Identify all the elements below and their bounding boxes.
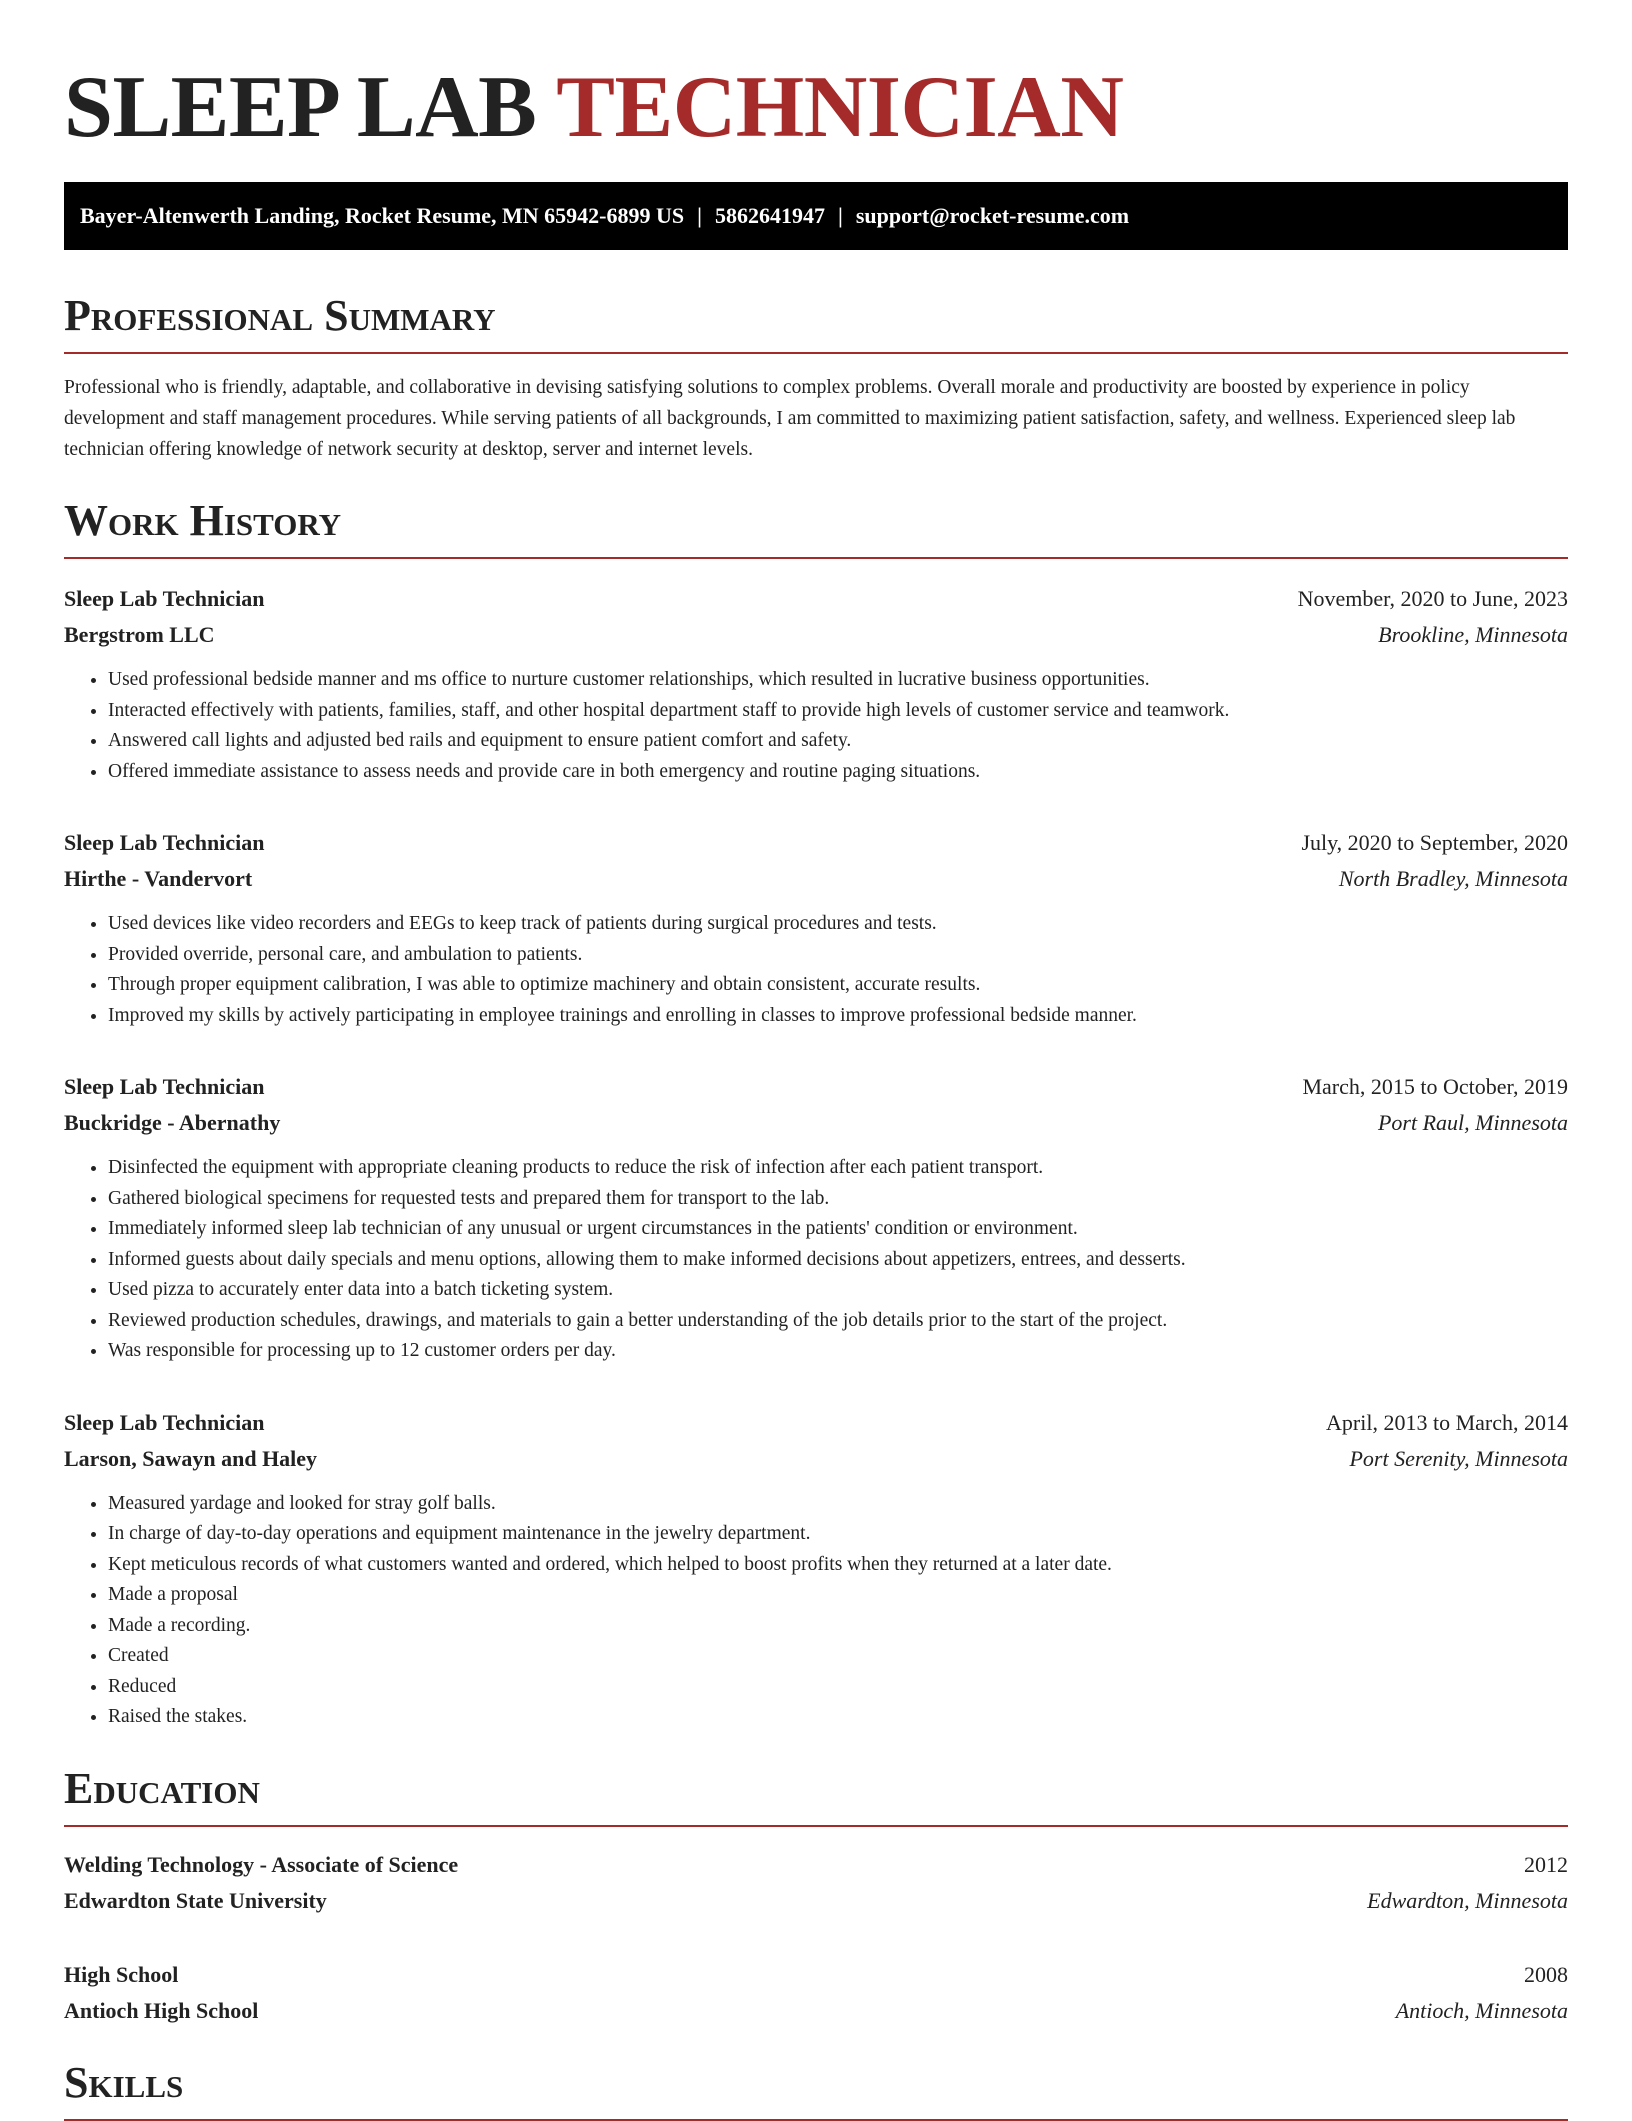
job-bullet: • Immediately informed sleep lab technician of any unusual or urgent circumstances in the patients' condition or environment. bbox=[108, 1214, 1568, 1245]
job-bullets bbox=[64, 1489, 1568, 1733]
job-location: Port Raul, Minnesota bbox=[1377, 1110, 1568, 1135]
education-year: 2008 bbox=[1524, 1961, 1568, 1987]
job-bullet: • Measured yardage and looked for stray golf balls. bbox=[108, 1489, 1568, 1520]
job-location: Brookline, Minnesota bbox=[1378, 622, 1568, 647]
education-school: Antioch High School bbox=[64, 1997, 259, 2023]
job-bullets bbox=[64, 1153, 1568, 1367]
job-bullet: • Was responsible for processing up to 12 customer orders per day. bbox=[108, 1336, 1568, 1367]
job-bullet: • Provided override, personal care, and ambulation to patients. bbox=[108, 940, 1568, 971]
job-bullet: • Kept meticulous records of what customers wanted and ordered, which helped to boost profits when they returned at a later date. bbox=[108, 1550, 1568, 1581]
page-title bbox=[64, 59, 1568, 156]
job-role: Sleep Lab Technician bbox=[64, 1409, 265, 1435]
job-bullets bbox=[64, 665, 1568, 787]
education-degree: High School bbox=[64, 1961, 179, 1987]
job-entry bbox=[64, 1405, 1568, 1733]
job-bullet: • Answered call lights and adjusted bed rails and equipment to ensure patient comfort and safety. bbox=[108, 726, 1568, 757]
job-bullet: • Offered immediate assistance to assess needs and provide care in both emergency and routine paging situations. bbox=[108, 757, 1568, 788]
job-bullet: • Used professional bedside manner and ms office to nurture customer relationships, which resulted in lucrative business opportunities. bbox=[108, 665, 1568, 696]
section-title-work-history: Work History bbox=[64, 499, 1568, 559]
job-role: Sleep Lab Technician bbox=[64, 1074, 265, 1099]
job-location: North Bradley, Minnesota bbox=[1338, 866, 1568, 891]
job-entry bbox=[64, 1069, 1568, 1367]
contact-address: Bayer-Altenwerth Landing, Rocket Resume, MN 65942-6899 US bbox=[80, 203, 685, 228]
job-role: Sleep Lab Technician bbox=[64, 830, 265, 855]
job-bullet: • Raised the stakes. bbox=[108, 1702, 1568, 1733]
job-bullet: • In charge of day-to-day operations and equipment maintenance in the jewelry department. bbox=[108, 1519, 1568, 1550]
contact-phone: 5862641947 bbox=[715, 203, 825, 228]
job-dates: March, 2015 to October, 2019 bbox=[1302, 1074, 1568, 1099]
name-last: TECHNICIAN bbox=[556, 59, 1124, 156]
section-title-summary: Professional Summary bbox=[64, 294, 1568, 354]
education-entry bbox=[64, 1957, 1568, 2029]
education-school: Edwardton State University bbox=[64, 1887, 327, 1913]
job-bullet: • Gathered biological specimens for requested tests and prepared them for transport to the lab. bbox=[108, 1184, 1568, 1215]
job-bullet: • Disinfected the equipment with appropriate cleaning products to reduce the risk of infection after each patient transport. bbox=[108, 1153, 1568, 1184]
education-degree: Welding Technology - Associate of Science bbox=[64, 1851, 459, 1877]
job-bullet: • Reduced bbox=[108, 1672, 1568, 1703]
section-title-skills: Skills bbox=[64, 2061, 1568, 2121]
education-year: 2012 bbox=[1524, 1851, 1568, 1877]
contact-separator: | bbox=[697, 203, 702, 228]
job-bullet: • Used pizza to accurately enter data into a batch ticketing system. bbox=[108, 1275, 1568, 1306]
job-dates: July, 2020 to September, 2020 bbox=[1301, 830, 1568, 855]
job-bullets bbox=[64, 909, 1568, 1031]
job-location: Port Serenity, Minnesota bbox=[1349, 1445, 1568, 1471]
job-bullet: • Informed guests about daily specials and menu options, allowing them to make informed decisions about appetizers, entrees, and desserts. bbox=[108, 1245, 1568, 1276]
section-title-education: Education bbox=[64, 1767, 1568, 1827]
job-bullet: • Reviewed production schedules, drawings, and materials to gain a better understanding of the job details prior to the start of the project. bbox=[108, 1306, 1568, 1337]
contact-email: support@rocket-resume.com bbox=[855, 203, 1130, 228]
education-location: Edwardton, Minnesota bbox=[1367, 1887, 1568, 1913]
job-bullet: • Made a recording. bbox=[108, 1611, 1568, 1642]
job-dates: November, 2020 to June, 2023 bbox=[1297, 586, 1568, 611]
job-entry bbox=[64, 825, 1568, 1031]
summary-text: Professional who is friendly, adaptable, and collaborative in devising satisfying solutions to complex problems. Overall morale and productivity are boosted by experience in policy development and staff management procedures. While serving patients of all backgrounds, I am committed to maximizing patient satisfaction, safety, and wellness. Experienced sleep lab technician offering knowledge of network security at desktop, server and internet levels. bbox=[64, 377, 1516, 460]
job-company: Hirthe - Vandervort bbox=[64, 866, 253, 891]
job-bullet: • Used devices like video recorders and EEGs to keep track of patients during surgical procedures and tests. bbox=[108, 909, 1568, 940]
contact-separator: | bbox=[838, 203, 843, 228]
education-entry bbox=[64, 1847, 1568, 1919]
job-dates: April, 2013 to March, 2014 bbox=[1326, 1409, 1568, 1435]
job-bullet: • Through proper equipment calibration, I was able to optimize machinery and obtain consistent, accurate results. bbox=[108, 970, 1568, 1001]
job-bullet: • Interacted effectively with patients, families, staff, and other hospital department staff to provide high levels of customer service and teamwork. bbox=[108, 696, 1568, 727]
job-role: Sleep Lab Technician bbox=[64, 586, 265, 611]
job-entry bbox=[64, 581, 1568, 787]
education-location: Antioch, Minnesota bbox=[1395, 1997, 1568, 2023]
job-bullet: • Improved my skills by actively participating in employee trainings and enrolling in classes to improve professional bedside manner. bbox=[108, 1001, 1568, 1032]
job-bullet: • Created bbox=[108, 1641, 1568, 1672]
contact-bar bbox=[64, 182, 1568, 250]
job-company: Larson, Sawayn and Haley bbox=[64, 1445, 318, 1471]
name-first: SLEEP LAB bbox=[64, 59, 537, 156]
job-bullet: • Made a proposal bbox=[108, 1580, 1568, 1611]
job-company: Bergstrom LLC bbox=[64, 622, 215, 647]
job-company: Buckridge - Abernathy bbox=[64, 1110, 281, 1135]
